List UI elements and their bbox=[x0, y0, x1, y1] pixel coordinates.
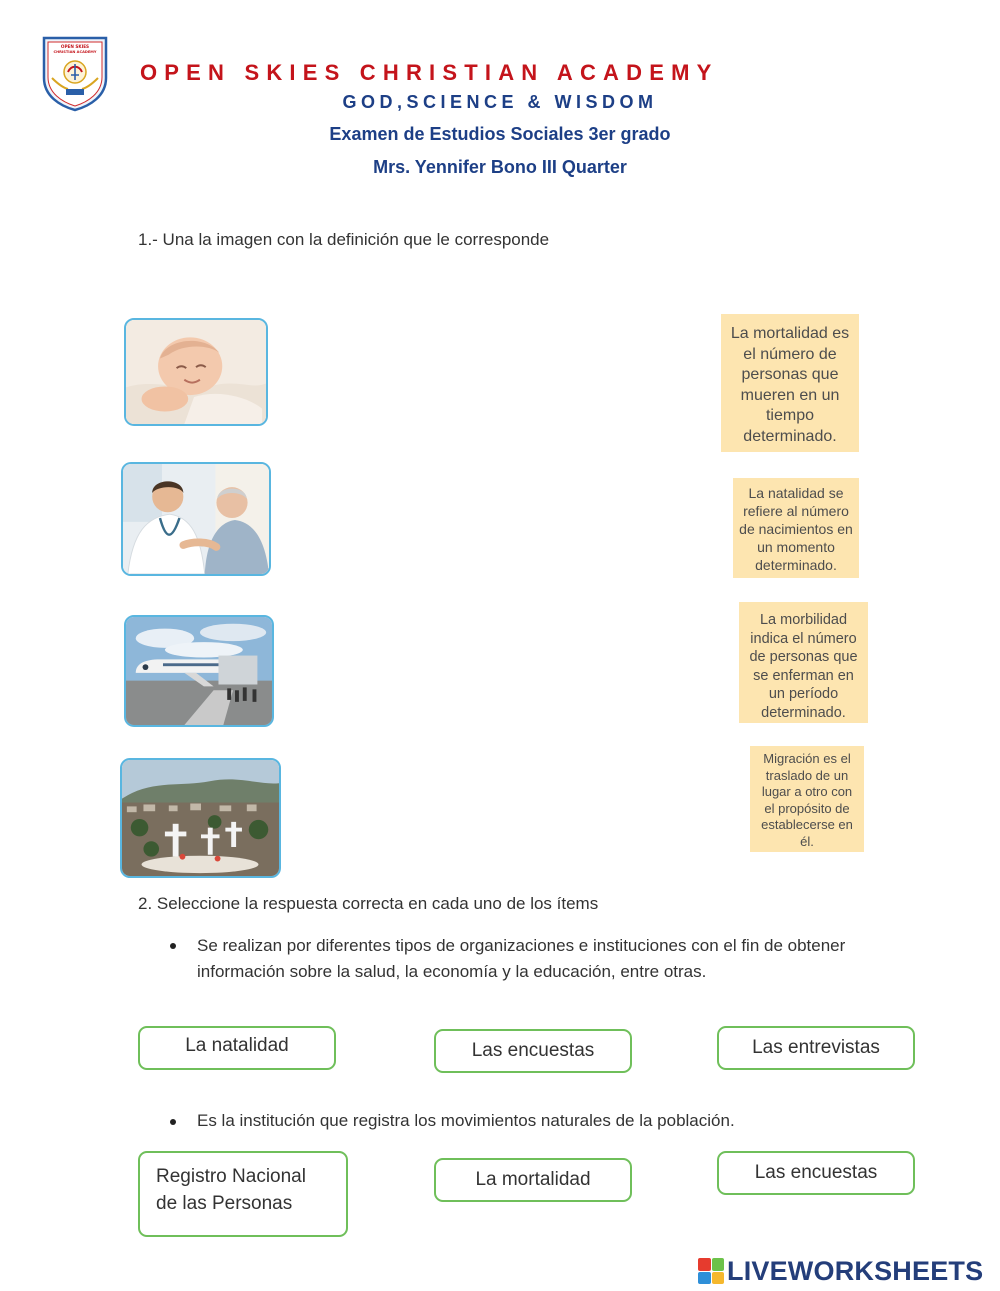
cemetery-crosses-image[interactable] bbox=[120, 758, 281, 878]
doctor-patient-image[interactable] bbox=[121, 462, 271, 576]
brand-name: LIVEWORKSHEETS bbox=[727, 1255, 984, 1286]
definition-mortalidad[interactable]: La mortalidad es el número de personas que mueren en un tiempo determinado. bbox=[721, 314, 859, 452]
liveworksheets-logo bbox=[698, 1255, 983, 1287]
svg-text:OPEN SKIES: OPEN SKIES bbox=[60, 44, 90, 49]
option-la-mortalidad[interactable]: La mortalidad bbox=[434, 1158, 632, 1202]
item-1-text: Se realizan por diferentes tipos de organizaciones e instituciones con el fin de obtener información sobre la salud, la economía y la educación, entre otras. bbox=[197, 936, 846, 981]
option-registro-nacional[interactable]: Registro Nacional de las Personas bbox=[138, 1151, 348, 1237]
airplane-passengers-image[interactable] bbox=[124, 615, 274, 727]
question-1-prompt: 1.- Una la imagen con la definición que le corresponde bbox=[138, 230, 550, 249]
svg-text:CHRISTIAN ACADEMY: CHRISTIAN ACADEMY bbox=[53, 50, 97, 54]
item-2-text: Es la institución que registra los movimientos naturales de la población. bbox=[197, 1111, 735, 1130]
option-la-natalidad[interactable]: La natalidad bbox=[138, 1026, 336, 1070]
school-motto: GOD,SCIENCE & WISDOM bbox=[342, 92, 658, 112]
bullet-icon bbox=[170, 943, 176, 949]
definition-migracion[interactable]: Migración es el traslado de un lugar a otro con el propósito de establecerse en él. bbox=[750, 746, 864, 852]
option-las-encuestas-2[interactable]: Las encuestas bbox=[717, 1151, 915, 1195]
newborn-baby-image[interactable] bbox=[124, 318, 268, 426]
definition-natalidad[interactable]: La natalidad se refiere al número de nacimientos en un momento determinado. bbox=[733, 478, 859, 578]
option-las-entrevistas[interactable]: Las entrevistas bbox=[717, 1026, 915, 1070]
question-2-prompt: 2. Seleccione la respuesta correcta en cada uno de los ítems bbox=[138, 894, 599, 913]
school-name: OPEN SKIES CHRISTIAN ACADEMY bbox=[140, 60, 719, 85]
exam-title: Examen de Estudios Sociales 3er grado bbox=[329, 124, 671, 144]
definition-morbilidad[interactable]: La morbilidad indica el número de personas que se enferman en un período determinado. bbox=[739, 602, 868, 723]
teacher-quarter: Mrs. Yennifer Bono III Quarter bbox=[373, 157, 627, 177]
liveworksheets-mark-icon bbox=[698, 1258, 724, 1284]
option-las-encuestas[interactable]: Las encuestas bbox=[434, 1029, 632, 1073]
bullet-icon bbox=[170, 1119, 176, 1125]
